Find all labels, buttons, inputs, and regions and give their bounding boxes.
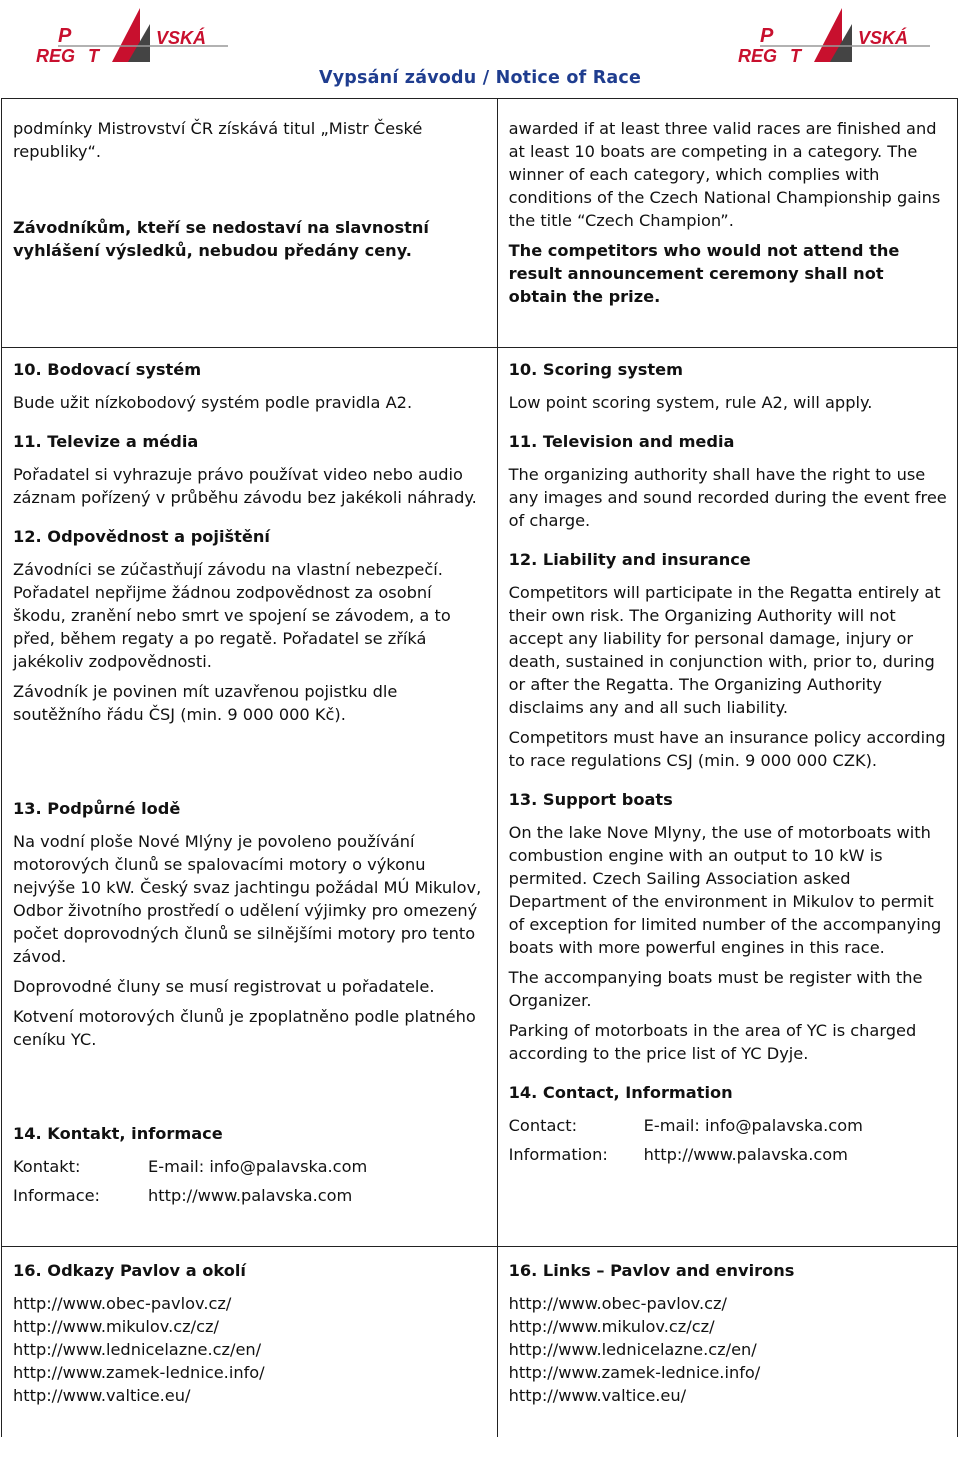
regatta-logo-left-graphic xyxy=(28,4,238,68)
link-item[interactable]: http://www.lednicelazne.cz/en/ xyxy=(13,1340,262,1359)
section-heading-12: 12. Liability and insurance xyxy=(508,550,751,569)
czech-column-top xyxy=(2,99,498,348)
section-heading-14: 14. Kontakt, informace xyxy=(13,1124,223,1143)
section-text-13-registration: Doprovodné čluny se musí registrovat u pořadatele. xyxy=(13,977,435,996)
info-row xyxy=(509,1143,947,1166)
link-item[interactable]: http://www.obec-pavlov.cz/ xyxy=(13,1294,232,1313)
section-text-13-boats: Na vodní ploše Nové Mlýny je povoleno používání motorových člunů se spalovacími motory o výkonu nejvýše 10 kW. Český svaz jachtingu požádal MÚ Mikulov, Odbor životního prostředí o udělení výjimky pro omezený počet doprovodných člunů se silnějšími motory pro tento závod. xyxy=(13,832,482,966)
svg-text:VSKÁ: VSKÁ xyxy=(858,28,909,48)
section-text-13-mooring: Kotvení motorových člunů je zpoplatněno podle platného ceníku YC. xyxy=(13,1007,476,1049)
section-heading-12: 12. Odpovědnost a pojištění xyxy=(13,527,270,546)
section-text-10: Low point scoring system, rule A2, will apply. xyxy=(508,393,873,412)
info-label: Informace: xyxy=(13,1186,101,1205)
link-item[interactable]: http://www.obec-pavlov.cz/ xyxy=(508,1294,727,1313)
info-website[interactable]: http://www.palavska.com xyxy=(643,1145,848,1164)
svg-text:P: P xyxy=(760,25,774,47)
section-text-12-insurance: Závodník je povinen mít uzavřenou pojistku dle soutěžního řádu ČSJ (min. 9 000 000 Kč). xyxy=(13,682,398,724)
section-heading-10: 10. Bodovací systém xyxy=(13,360,202,379)
section-heading-13: 13. Support boats xyxy=(508,790,673,809)
english-column-top xyxy=(497,99,957,348)
section-text-12-insurance: Competitors must have an insurance policy according to race regulations CSJ (min. 9 000 000 CZK). xyxy=(508,728,946,770)
regatta-logo-right xyxy=(730,4,940,68)
link-item[interactable]: http://www.valtice.eu/ xyxy=(13,1386,191,1405)
link-item[interactable]: http://www.mikulov.cz/cz/ xyxy=(13,1317,219,1336)
contact-row xyxy=(509,1114,947,1137)
svg-text:REG: REG xyxy=(36,46,76,66)
contact-label: Contact: xyxy=(508,1116,578,1135)
section-text-11: The organizing authority shall have the right to use any images and sound recorded during the event free of charge. xyxy=(508,465,947,530)
cz-championship-text: podmínky Mistrovství ČR získává titul „Mistr České republiky“. xyxy=(13,119,423,161)
svg-text:T: T xyxy=(88,46,99,66)
link-item[interactable]: http://www.zamek-lednice.info/ xyxy=(508,1363,761,1382)
section-text-12-liability: Competitors will participate in the Regatta entirely at their own risk. The Organizing Authority will not accept any liability for personal damage, injury or death, sustained in conjunction with, prior to, during or after the Regatta. The Organizing Authority disclaims any and all such liability. xyxy=(508,583,941,717)
section-text-13-mooring: Parking of motorboats in the area of YC is charged according to the price list of YC Dyje. xyxy=(508,1021,917,1063)
section-text-13-registration: The accompanying boats must be register with the Organizer. xyxy=(508,968,923,1010)
spacer xyxy=(13,1058,487,1106)
en-championship-text: awarded if at least three valid races are finished and at least 10 boats are competing in a category. The winner of each category, which complies with conditions of the Czech National Championship gains the title “Czech Champion”. xyxy=(508,119,941,230)
cz-prize-notice: Závodníkům, kteří se nedostaví na slavnostní vyhlášení výsledků, nebudou předány ceny. xyxy=(13,218,429,260)
section-heading-10: 10. Scoring system xyxy=(508,360,683,379)
link-item[interactable]: http://www.zamek-lednice.info/ xyxy=(13,1363,265,1382)
section-heading-16: 16. Links – Pavlov and environs xyxy=(508,1261,795,1280)
section-heading-13: 13. Podpůrné lodě xyxy=(13,799,181,818)
info-label: Information: xyxy=(508,1145,608,1164)
page-title: Vypsání závodu / Notice of Race xyxy=(318,68,642,88)
table-row xyxy=(2,99,958,348)
spacer xyxy=(13,170,487,216)
info-row xyxy=(13,1184,487,1207)
english-column-main xyxy=(497,348,957,1247)
section-heading-11: 11. Television and media xyxy=(508,432,735,451)
regatta-logo-right-graphic xyxy=(730,4,940,68)
notice-of-race-table xyxy=(1,98,958,1437)
table-row xyxy=(2,348,958,1247)
svg-text:REG: REG xyxy=(738,46,778,66)
section-text-11: Pořadatel si vyhrazuje právo používat video nebo audio záznam pořízený v průběhu závodu bez jakékoli náhrady. xyxy=(13,465,477,507)
link-item[interactable]: http://www.valtice.eu/ xyxy=(508,1386,687,1405)
section-heading-16: 16. Odkazy Pavlov a okolí xyxy=(13,1261,246,1280)
section-heading-11: 11. Televize a média xyxy=(13,432,199,451)
czech-column-links xyxy=(2,1247,498,1438)
contact-email[interactable]: E-mail: info@palavska.com xyxy=(148,1157,368,1176)
contact-label: Kontakt: xyxy=(13,1157,81,1176)
link-item[interactable]: http://www.mikulov.cz/cz/ xyxy=(508,1317,715,1336)
en-prize-notice: The competitors who would not attend the result announcement ceremony shall not obtain the prize. xyxy=(508,241,900,306)
svg-text:P: P xyxy=(58,25,72,47)
info-website[interactable]: http://www.palavska.com xyxy=(148,1186,353,1205)
regatta-logo-left xyxy=(28,4,238,68)
link-item[interactable]: http://www.lednicelazne.cz/en/ xyxy=(508,1340,757,1359)
section-text-10: Bude užit nízkobodový systém podle pravidla A2. xyxy=(13,393,413,412)
section-heading-14: 14. Contact, Information xyxy=(508,1083,733,1102)
svg-text:T: T xyxy=(790,46,801,66)
svg-text:VSKÁ: VSKÁ xyxy=(156,28,207,48)
section-text-12-liability: Závodníci se zúčastňují závodu na vlastní nebezpečí. Pořadatel nepřijme žádnou zodpovědnost za osobní škodu, zranění nebo smrt ve spojení se závodem, a to před, během regaty a po regatě. Pořadatel se zříká jakékoliv zodpovědnosti. xyxy=(13,560,451,671)
czech-column-main xyxy=(2,348,498,1247)
english-column-links xyxy=(497,1247,957,1438)
contact-row xyxy=(13,1155,487,1178)
spacer xyxy=(13,733,487,781)
section-text-13-boats: On the lake Nove Mlyny, the use of motorboats with combustion engine with an output to 10 kW is permited. Czech Sailing Association asked Department of the environment in Mikulov to permit of exception for limited number of the accompanying boats with more powerful engines in this race. xyxy=(508,823,942,957)
table-row xyxy=(2,1247,958,1438)
contact-email[interactable]: E-mail: info@palavska.com xyxy=(643,1116,863,1135)
